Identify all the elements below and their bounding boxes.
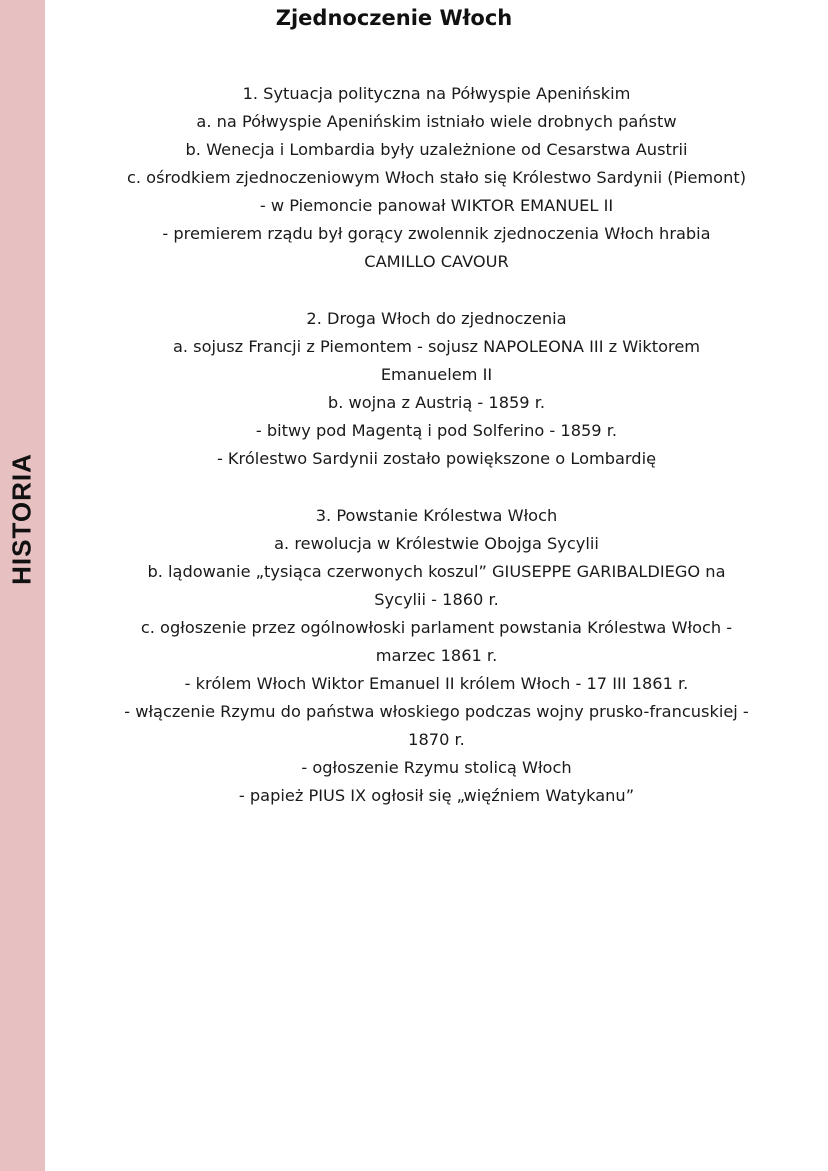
note-line: b. wojna z Austrią - 1859 r. bbox=[327, 393, 546, 412]
note-line: - premierem rządu był gorący zwolennik zjednoczenia Włoch hrabia bbox=[162, 224, 711, 243]
notes-content bbox=[45, 80, 828, 810]
note-line: - królem Włoch Wiktor Emanuel II królem Włoch - 17 III 1861 r. bbox=[184, 674, 689, 693]
section-2 bbox=[45, 305, 828, 473]
note-line: b. lądowanie „tysiąca czerwonych koszul” GIUSEPPE GARIBALDIEGO na bbox=[147, 562, 726, 581]
section-gap bbox=[45, 276, 828, 305]
note-line: b. Wenecja i Lombardia były uzależnione od Cesarstwa Austrii bbox=[185, 140, 688, 159]
note-line: - Królestwo Sardynii zostało powiększone o Lombardię bbox=[216, 449, 657, 468]
note-line: c. ośrodkiem zjednoczeniowym Włoch stało się Królestwo Sardynii (Piemont) bbox=[126, 168, 747, 187]
note-line: c. ogłoszenie przez ogólnowłoski parlament powstania Królestwa Włoch - bbox=[140, 618, 733, 637]
section-heading: 2. Droga Włoch do zjednoczenia bbox=[306, 309, 567, 328]
note-line: marzec 1861 r. bbox=[375, 646, 498, 665]
note-line: - ogłoszenie Rzymu stolicą Włoch bbox=[301, 758, 572, 777]
note-line: 1870 r. bbox=[408, 730, 465, 749]
section-gap bbox=[45, 473, 828, 502]
page-title: Zjednoczenie Włoch bbox=[275, 6, 513, 30]
note-line: - bitwy pod Magentą i pod Solferino - 1859 r. bbox=[255, 421, 618, 440]
sidebar-label: HISTORIA bbox=[6, 453, 37, 585]
section-3 bbox=[45, 502, 828, 810]
note-line: a. na Półwyspie Apenińskim istniało wiele drobnych państw bbox=[196, 112, 677, 131]
note-line: CAMILLO CAVOUR bbox=[364, 252, 509, 271]
note-line: a. sojusz Francji z Piemontem - sojusz NAPOLEONA III z Wiktorem bbox=[172, 337, 701, 356]
section-1 bbox=[45, 80, 828, 276]
section-heading: 1. Sytuacja polityczna na Półwyspie Apenińskim bbox=[242, 84, 631, 103]
note-line: - papież PIUS IX ogłosił się „więźniem Watykanu” bbox=[238, 786, 635, 805]
note-line: Emanuelem II bbox=[380, 365, 493, 384]
note-line: a. rewolucja w Królestwie Obojga Sycylii bbox=[274, 534, 599, 553]
note-line: - włączenie Rzymu do państwa włoskiego podczas wojny prusko-francuskiej - bbox=[124, 702, 749, 721]
sidebar-band bbox=[0, 0, 45, 1171]
note-line: Sycylii - 1860 r. bbox=[374, 590, 499, 609]
section-heading: 3. Powstanie Królestwa Włoch bbox=[315, 506, 558, 525]
note-line: - w Piemoncie panował WIKTOR EMANUEL II bbox=[259, 196, 614, 215]
